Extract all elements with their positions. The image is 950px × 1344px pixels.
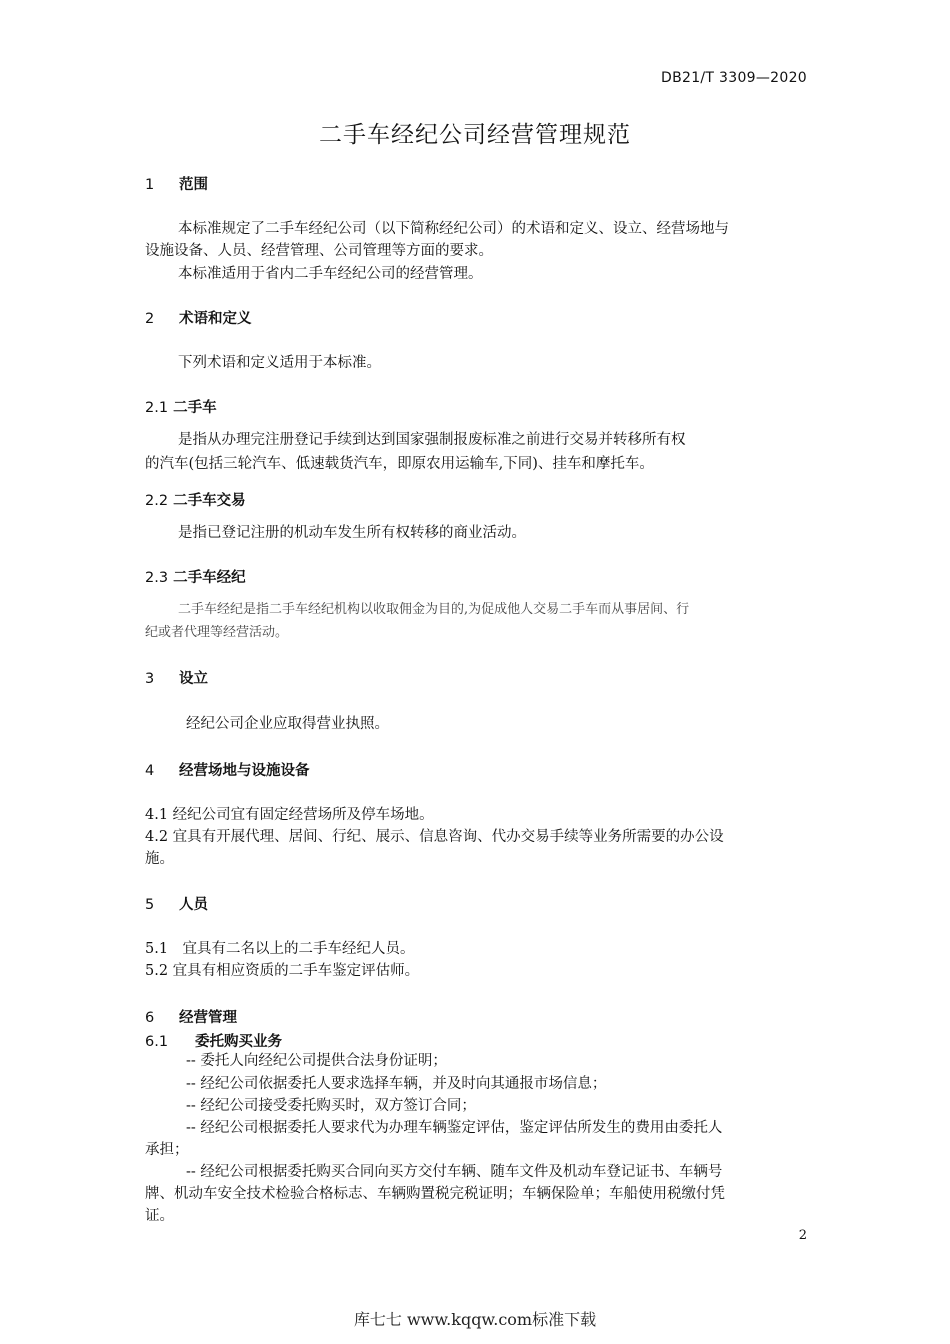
section-title: 范围 [179, 177, 208, 193]
clause-item: 4.1 经纪公司宜有固定经营场所及停车场地。 [145, 807, 434, 823]
paragraph: 本标准规定了二手车经纪公司（以下简称经纪公司）的术语和定义、设立、经营场地与 [178, 221, 729, 237]
section-title: 经营场地与设施设备 [179, 763, 310, 779]
section-number: 4 [145, 763, 155, 779]
list-item: 牌、机动车安全技术检验合格标志、车辆购置税完税证明；车辆保险单；车船使用税缴付凭 [145, 1186, 725, 1202]
paragraph: 是指从办理完注册登记手续到达到国家强制报废标准之前进行交易并转移所有权 [178, 432, 686, 448]
paragraph: 下列术语和定义适用于本标准。 [178, 355, 381, 371]
paragraph: 本标准适用于省内二手车经纪公司的经营管理。 [178, 266, 483, 282]
clause-item: 施。 [145, 851, 174, 867]
list-item: -- 经纪公司根据委托购买合同向买方交付车辆、随车文件及机动车登记证书、车辆号 [186, 1164, 723, 1180]
clause-item: 5.1 宜具有二名以上的二手车经纪人员。 [145, 941, 415, 957]
list-item: 承担； [145, 1142, 189, 1158]
document-title: 二手车经纪公司经营管理规范 [319, 122, 631, 148]
section-4-heading [145, 759, 310, 780]
section-title: 经营管理 [179, 1010, 237, 1026]
section-number: 6 [145, 1010, 155, 1026]
term-title: 二手车 [173, 400, 217, 416]
paragraph: 的汽车(包括三轮汽车、低速载货汽车，即原农用运输车,下同)、挂车和摩托车。 [145, 456, 654, 472]
paragraph: 经纪公司企业应取得营业执照。 [186, 716, 389, 732]
section-number: 3 [145, 671, 155, 687]
paragraph: 设施设备、人员、经营管理、公司管理等方面的要求。 [145, 243, 493, 259]
section-3-heading [145, 667, 208, 688]
list-item: 证。 [145, 1208, 174, 1224]
term-number: 2.2 [145, 493, 169, 509]
section-5-heading [145, 893, 208, 914]
section-title: 设立 [179, 671, 208, 687]
section-number: 5 [145, 897, 155, 913]
term-2-3-heading [145, 566, 246, 587]
term-2-1-heading [145, 396, 217, 417]
term-title: 二手车交易 [173, 493, 246, 509]
clause-item: 4.2 宜具有开展代理、居间、行纪、展示、信息咨询、代办交易手续等业务所需要的办公设 [145, 829, 724, 845]
paragraph: 纪或者代理等经营活动。 [145, 625, 289, 640]
section-1-heading [145, 173, 208, 194]
standard-code: DB21/T 3309—2020 [661, 70, 807, 86]
section-number: 2 [145, 311, 155, 327]
term-title: 二手车经纪 [173, 570, 246, 586]
term-number: 2.3 [145, 570, 169, 586]
footer-watermark: 库七七 www.kqqw.com标准下载 [353, 1310, 597, 1329]
list-item: -- 经纪公司依据委托人要求选择车辆，并及时向其通报市场信息； [186, 1076, 607, 1092]
paragraph: 二手车经纪是指二手车经纪机构以收取佣金为目的,为促成他人交易二手车而从事居间、行 [178, 602, 690, 617]
section-title: 委托购买业务 [195, 1034, 282, 1050]
section-title: 术语和定义 [179, 311, 252, 327]
term-2-2-heading [145, 489, 246, 510]
list-item: -- 经纪公司接受委托购买时，双方签订合同； [186, 1098, 476, 1114]
clause-item: 5.2 宜具有相应资质的二手车鉴定评估师。 [145, 963, 420, 979]
section-title: 人员 [179, 897, 208, 913]
list-item: -- 经纪公司根据委托人要求代为办理车辆鉴定评估，鉴定评估所发生的费用由委托人 [186, 1120, 723, 1136]
term-number: 2.1 [145, 400, 169, 416]
section-number: 1 [145, 177, 155, 193]
list-item: -- 委托人向经纪公司提供合法身份证明； [186, 1053, 447, 1069]
page-number: 2 [798, 1228, 807, 1243]
section-number: 6.1 [145, 1034, 169, 1050]
paragraph: 是指已登记注册的机动车发生所有权转移的商业活动。 [178, 525, 526, 541]
subsection-6-1-heading [145, 1030, 282, 1051]
section-6-heading [145, 1006, 237, 1027]
section-2-heading [145, 307, 252, 328]
